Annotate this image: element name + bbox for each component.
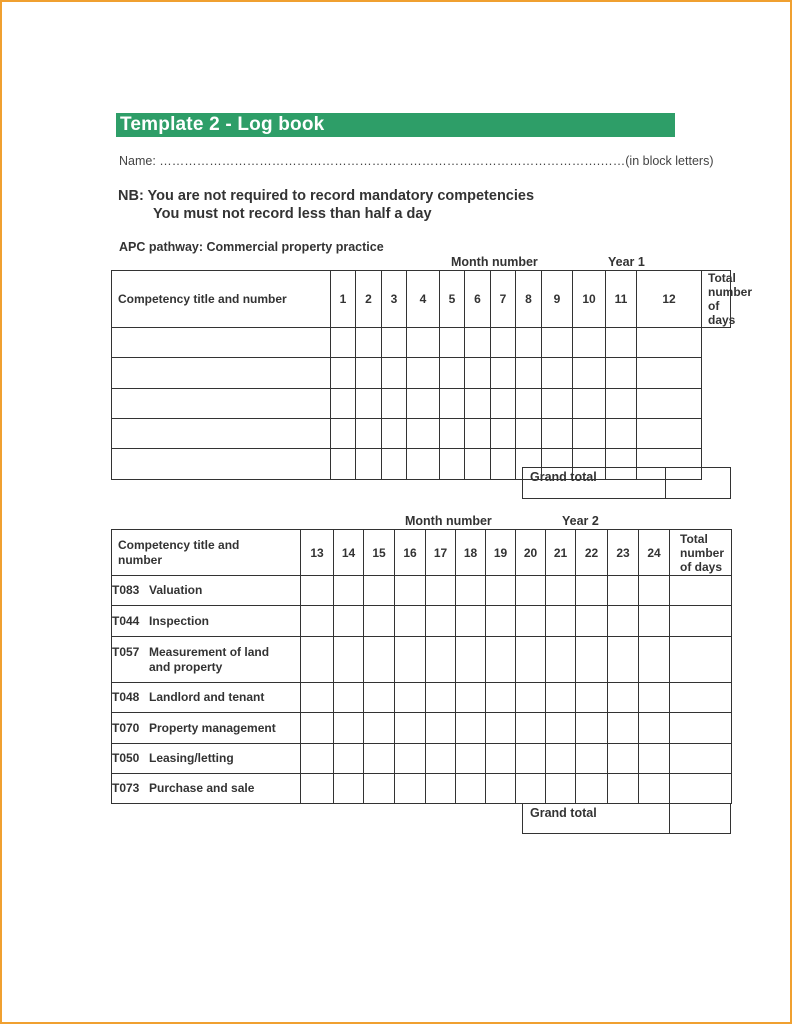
entry-cell[interactable] [606, 389, 637, 419]
entry-cell[interactable] [516, 683, 546, 713]
entry-cell[interactable] [576, 683, 608, 713]
entry-cell[interactable] [356, 358, 382, 389]
year2-month-header: 22 [576, 530, 608, 576]
total-label-line: of days [708, 299, 736, 327]
entry-cell[interactable] [486, 774, 516, 804]
entry-cell[interactable] [334, 606, 364, 637]
entry-cell[interactable] [516, 576, 546, 606]
title-banner [116, 113, 675, 137]
entry-cell[interactable] [426, 713, 456, 744]
page-title: Template 2 - Log book [120, 114, 325, 135]
entry-cell[interactable] [639, 683, 670, 713]
year2-month-number-label: Month number [405, 514, 492, 528]
entry-cell[interactable] [542, 389, 573, 419]
year1-entry-row [112, 419, 731, 449]
competency-row [112, 637, 732, 683]
entry-cell[interactable] [395, 774, 426, 804]
competency-name: Landlord and tenant [149, 690, 265, 704]
year2-month-header: 15 [364, 530, 395, 576]
entry-cell[interactable] [301, 744, 334, 774]
competency-name: Leasing/letting [149, 751, 234, 765]
year2-month-header: 14 [334, 530, 364, 576]
total-label-line: Total [708, 271, 736, 285]
entry-cell[interactable] [576, 606, 608, 637]
entry-cell[interactable] [407, 389, 440, 419]
entry-cell[interactable] [637, 419, 702, 449]
entry-cell[interactable] [301, 683, 334, 713]
year1-entry-row [112, 328, 731, 358]
entry-cell[interactable] [576, 637, 608, 683]
entry-cell[interactable] [465, 358, 491, 389]
entry-cell[interactable] [456, 713, 486, 744]
entry-cell[interactable] [456, 637, 486, 683]
year2-month-header: 17 [426, 530, 456, 576]
entry-cell[interactable] [639, 606, 670, 637]
entry-cell[interactable] [395, 713, 426, 744]
entry-cell[interactable] [364, 713, 395, 744]
entry-cell[interactable] [112, 328, 331, 358]
entry-cell[interactable] [573, 419, 606, 449]
entry-cell[interactable] [516, 774, 546, 804]
entry-cell[interactable] [486, 683, 516, 713]
year1-entry-row [112, 389, 731, 419]
entry-cell[interactable] [356, 449, 382, 480]
entry-cell[interactable] [608, 637, 639, 683]
year1-year-label: Year 1 [608, 255, 645, 269]
competency-row [112, 774, 732, 804]
year1-grand-total-value[interactable] [665, 468, 731, 498]
competency-name-cont: and property [149, 659, 223, 674]
entry-cell[interactable] [364, 683, 395, 713]
entry-cell[interactable] [516, 358, 542, 389]
entry-cell[interactable] [516, 606, 546, 637]
competency-label [112, 606, 301, 637]
entry-cell[interactable] [331, 449, 356, 480]
entry-cell[interactable] [639, 576, 670, 606]
entry-cell[interactable] [364, 606, 395, 637]
entry-cell[interactable] [426, 744, 456, 774]
year2-header-row [112, 530, 732, 576]
entry-cell[interactable] [301, 774, 334, 804]
entry-cell[interactable] [440, 358, 465, 389]
entry-cell[interactable] [331, 419, 356, 449]
entry-cell[interactable] [395, 744, 426, 774]
entry-cell[interactable] [426, 683, 456, 713]
entry-cell[interactable] [639, 713, 670, 744]
entry-cell[interactable] [334, 713, 364, 744]
competency-code: T044 [112, 613, 140, 628]
name-field-line: Name: …………………………………………………………………………………………….……(in block letters) [119, 154, 714, 168]
competency-name: Purchase and sale [149, 781, 255, 795]
entry-cell[interactable] [364, 744, 395, 774]
competency-code: T083 [112, 583, 140, 597]
entry-cell[interactable] [301, 713, 334, 744]
entry-cell[interactable] [407, 419, 440, 449]
competency-code: T048 [112, 690, 140, 704]
entry-cell[interactable] [486, 606, 516, 637]
competency-row [112, 606, 732, 637]
competency-code: T070 [112, 720, 140, 735]
year1-entry-row [112, 358, 731, 389]
entry-cell[interactable] [491, 449, 516, 480]
entry-cell[interactable] [407, 449, 440, 480]
competency-code: T050 [112, 751, 140, 765]
entry-cell[interactable] [301, 576, 334, 606]
entry-cell[interactable] [546, 774, 576, 804]
year1-month-header: 10 [573, 271, 606, 328]
entry-cell[interactable] [364, 774, 395, 804]
year2-month-header: 19 [486, 530, 516, 576]
year1-month-header: 6 [465, 271, 491, 328]
entry-cell[interactable] [606, 328, 637, 358]
entry-cell[interactable] [301, 637, 334, 683]
year2-grand-total-box [522, 803, 731, 834]
entry-cell[interactable] [576, 744, 608, 774]
entry-cell[interactable] [395, 683, 426, 713]
entry-cell[interactable] [670, 606, 732, 637]
entry-cell[interactable] [542, 419, 573, 449]
entry-cell[interactable] [440, 419, 465, 449]
entry-cell[interactable] [334, 744, 364, 774]
entry-cell[interactable] [465, 449, 491, 480]
entry-cell[interactable] [542, 328, 573, 358]
entry-cell[interactable] [364, 637, 395, 683]
competency-label [112, 637, 301, 683]
year2-log-table [111, 529, 732, 804]
entry-cell[interactable] [608, 683, 639, 713]
entry-cell[interactable] [356, 328, 382, 358]
competency-row [112, 744, 732, 774]
entry-cell[interactable] [491, 419, 516, 449]
year1-month-header: 5 [440, 271, 465, 328]
competency-name: Property management [149, 720, 276, 735]
entry-cell[interactable] [486, 713, 516, 744]
entry-cell[interactable] [456, 683, 486, 713]
year1-header-row [112, 271, 731, 328]
entry-cell[interactable] [356, 419, 382, 449]
entry-cell[interactable] [426, 637, 456, 683]
entry-cell[interactable] [456, 576, 486, 606]
competency-code: T057 [112, 644, 140, 659]
entry-cell[interactable] [407, 358, 440, 389]
header-title-line: Competency title and [118, 537, 240, 552]
entry-cell[interactable] [608, 713, 639, 744]
entry-cell[interactable] [334, 576, 364, 606]
entry-cell[interactable] [356, 389, 382, 419]
competency-row [112, 713, 732, 744]
entry-cell[interactable] [364, 576, 395, 606]
entry-cell[interactable] [331, 389, 356, 419]
entry-cell[interactable] [576, 713, 608, 744]
entry-cell[interactable] [516, 328, 542, 358]
entry-cell[interactable] [426, 774, 456, 804]
year1-month-header: 12 [637, 271, 702, 328]
year2-month-header: 21 [546, 530, 576, 576]
year2-year-label: Year 2 [562, 514, 599, 528]
entry-cell[interactable] [465, 328, 491, 358]
entry-cell[interactable] [486, 576, 516, 606]
year1-month-header: 4 [407, 271, 440, 328]
header-title-line: number [118, 552, 163, 567]
competency-label [112, 774, 301, 804]
entry-cell[interactable] [465, 419, 491, 449]
entry-cell[interactable] [670, 774, 732, 804]
year2-month-header: 16 [395, 530, 426, 576]
year2-month-header: 20 [516, 530, 546, 576]
entry-cell[interactable] [670, 637, 732, 683]
entry-cell[interactable] [395, 576, 426, 606]
entry-cell[interactable] [546, 713, 576, 744]
year1-month-header: 3 [382, 271, 407, 328]
entry-cell[interactable] [112, 358, 331, 389]
entry-cell[interactable] [465, 389, 491, 419]
competency-row [112, 683, 732, 713]
entry-cell[interactable] [456, 744, 486, 774]
entry-cell[interactable] [670, 576, 732, 606]
competency-label [112, 683, 301, 713]
competency-name: Valuation [149, 583, 203, 597]
year1-month-number-label: Month number [451, 255, 538, 269]
entry-cell[interactable] [546, 744, 576, 774]
entry-cell[interactable] [606, 419, 637, 449]
entry-cell[interactable] [546, 576, 576, 606]
entry-cell[interactable] [440, 328, 465, 358]
apc-pathway-label: APC pathway: Commercial property practice [119, 240, 384, 254]
entry-cell[interactable] [608, 774, 639, 804]
year2-total-days-header [670, 530, 732, 576]
year2-grand-total-value[interactable] [669, 804, 731, 833]
total-label-line: number [708, 285, 753, 299]
year2-header-title [112, 530, 301, 576]
entry-cell[interactable] [606, 358, 637, 389]
nb-note-line-1: NB: You are not required to record mandatory competencies [118, 188, 535, 204]
competency-name: Measurement of land [149, 644, 270, 659]
entry-cell[interactable] [112, 449, 331, 480]
entry-cell[interactable] [576, 576, 608, 606]
nb-note-line-2: You must not record less than half a day [153, 206, 432, 222]
entry-cell[interactable] [331, 358, 356, 389]
entry-cell[interactable] [608, 606, 639, 637]
year2-month-header: 13 [301, 530, 334, 576]
year1-total-days-header [702, 271, 753, 328]
competency-name: Inspection [149, 613, 210, 628]
entry-cell[interactable] [639, 637, 670, 683]
entry-cell[interactable] [486, 744, 516, 774]
entry-cell[interactable] [542, 358, 573, 389]
year1-month-header: 9 [542, 271, 573, 328]
entry-cell[interactable] [456, 606, 486, 637]
competency-code: T073 [112, 781, 140, 795]
entry-cell[interactable] [301, 606, 334, 637]
entry-cell[interactable] [576, 774, 608, 804]
entry-cell[interactable] [456, 774, 486, 804]
entry-cell[interactable] [426, 576, 456, 606]
entry-cell[interactable] [608, 744, 639, 774]
entry-cell[interactable] [334, 774, 364, 804]
entry-cell[interactable] [486, 637, 516, 683]
entry-cell[interactable] [670, 744, 732, 774]
entry-cell[interactable] [382, 358, 407, 389]
entry-cell[interactable] [516, 713, 546, 744]
year1-month-header: 1 [331, 271, 356, 328]
year1-month-header: 2 [356, 271, 382, 328]
year1-log-table [111, 270, 753, 480]
entry-cell[interactable] [670, 683, 732, 713]
entry-cell[interactable] [639, 774, 670, 804]
entry-cell[interactable] [334, 683, 364, 713]
entry-cell[interactable] [637, 358, 702, 389]
entry-cell[interactable] [637, 328, 702, 358]
entry-cell[interactable] [426, 606, 456, 637]
entry-cell[interactable] [112, 389, 331, 419]
competency-label [112, 576, 301, 606]
total-label-line: number [680, 545, 725, 560]
entry-cell[interactable] [573, 358, 606, 389]
entry-cell[interactable] [491, 328, 516, 358]
total-label-line: of days [680, 559, 723, 574]
year2-grand-total-label: Grand total [530, 806, 597, 820]
entry-cell[interactable] [516, 637, 546, 683]
entry-cell[interactable] [334, 637, 364, 683]
entry-cell[interactable] [546, 637, 576, 683]
entry-cell[interactable] [573, 328, 606, 358]
year1-month-header: 7 [491, 271, 516, 328]
competency-row [112, 576, 732, 606]
entry-cell[interactable] [670, 713, 732, 744]
entry-cell[interactable] [573, 389, 606, 419]
entry-cell[interactable] [546, 606, 576, 637]
entry-cell[interactable] [440, 389, 465, 419]
year2-month-header: 23 [608, 530, 639, 576]
year1-grand-total-box [522, 467, 731, 499]
entry-cell[interactable] [608, 576, 639, 606]
year1-grand-total-label: Grand total [530, 470, 597, 484]
year2-month-header: 24 [639, 530, 670, 576]
entry-cell[interactable] [382, 419, 407, 449]
entry-cell[interactable] [637, 389, 702, 419]
entry-cell[interactable] [331, 328, 356, 358]
entry-cell[interactable] [382, 449, 407, 480]
year1-month-header: 11 [606, 271, 637, 328]
entry-cell[interactable] [382, 389, 407, 419]
entry-cell[interactable] [516, 419, 542, 449]
entry-cell[interactable] [407, 328, 440, 358]
competency-label [112, 713, 301, 744]
entry-cell[interactable] [395, 637, 426, 683]
entry-cell[interactable] [382, 328, 407, 358]
entry-cell[interactable] [491, 358, 516, 389]
competency-label [112, 744, 301, 774]
entry-cell[interactable] [546, 683, 576, 713]
entry-cell[interactable] [516, 744, 546, 774]
total-label-line: Total [680, 531, 708, 546]
year1-month-header: 8 [516, 271, 542, 328]
entry-cell[interactable] [440, 449, 465, 480]
entry-cell[interactable] [516, 389, 542, 419]
entry-cell[interactable] [395, 606, 426, 637]
entry-cell[interactable] [639, 744, 670, 774]
year2-month-header: 18 [456, 530, 486, 576]
year1-header-title: Competency title and number [112, 271, 331, 328]
entry-cell[interactable] [491, 389, 516, 419]
entry-cell[interactable] [112, 419, 331, 449]
